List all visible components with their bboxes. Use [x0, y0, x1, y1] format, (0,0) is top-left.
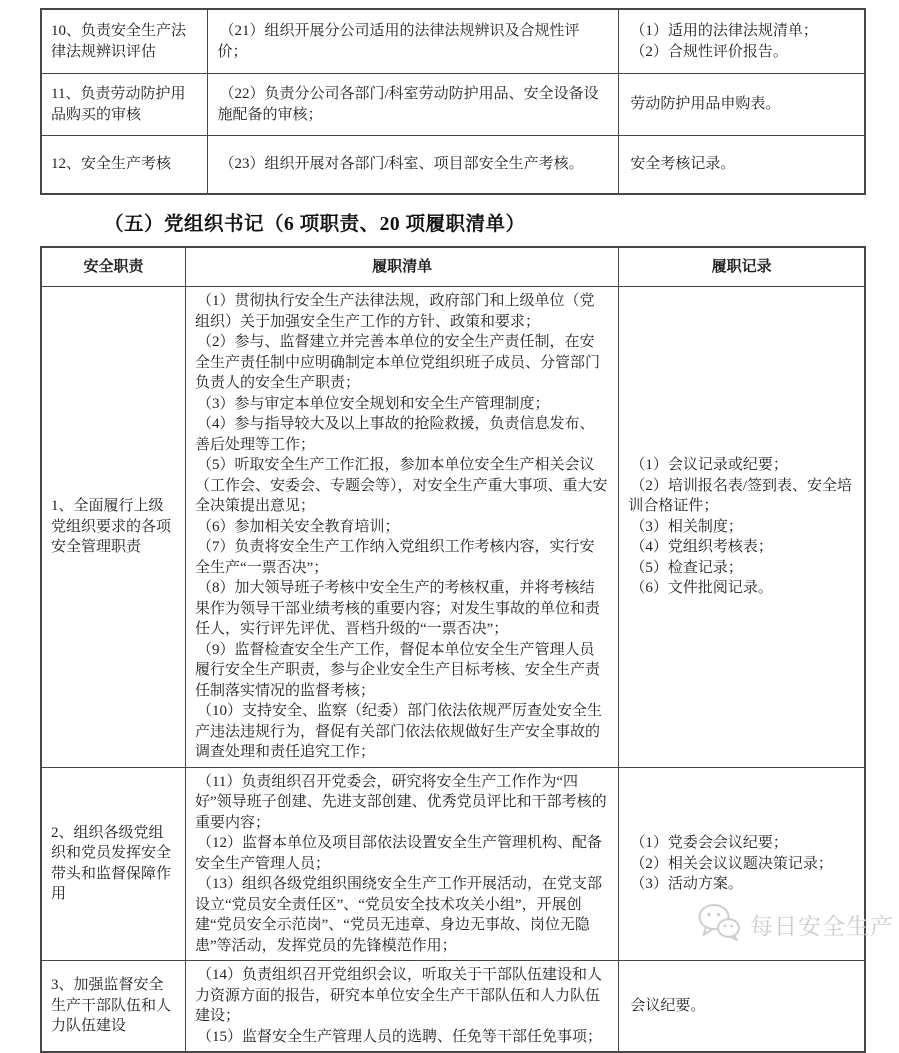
record-item: （1）适用的法律法规清单； [630, 23, 818, 39]
duty-cell: 12、安全生产考核 [41, 136, 208, 195]
record-item: （5）检查记录； [630, 559, 743, 576]
party-secretary-duty-table [40, 246, 866, 1053]
checklist-item: （22）负责分公司各部门/科室劳动防护用品、安全设备设施配备的审核； [217, 86, 599, 123]
records-cell [619, 74, 865, 136]
records-cell [619, 9, 865, 74]
checklist-item: （21）组织开展分公司适用的法律法规辨识及合规性评价； [217, 23, 580, 60]
record-item: 劳动防护用品申购表。 [630, 96, 781, 113]
record-item: （1）党委会会议纪要； [630, 835, 788, 851]
checklist-item: （8）加大领导班子考核中安全生产的考核权重，并将考核结果作为领导干部业绩考核的重要内容；对发生事故的单位和责任人，实行评先评优、晋档升级的“一票否决”； [194, 580, 600, 637]
checklist-item: （15）监督安全生产管理人员的选聘、任免等干部任免事项； [196, 1028, 602, 1045]
checklist-item: （5）听取安全生产工作汇报，参加本单位安全生产相关会议（工作会、安委会、专题会等），对安全生产重大事项、重大安全决策提出意见； [194, 457, 608, 514]
checklist-item: （11）负责组织召开党委会，研究将安全生产工作作为“四好”领导班子创建、先进支部创建、优秀党员评比和干部考核的重要内容； [194, 773, 607, 831]
checklist-item: （2）参与、监督建立并完善本单位的安全生产责任制，在安全生产责任制中应明确制定本单位党组织班子成员、分管部门负责人的安全生产职责； [194, 334, 600, 391]
section-heading: （五）党组织书记（6 项职责、20 项履职清单） [104, 214, 526, 235]
record-item: （3）活动方案。 [630, 876, 743, 892]
record-item: （3）相关制度； [630, 518, 743, 535]
checklist-item: （1）贯彻执行安全生产法律法规，政府部门和上级单位（党组织）关于加强安全生产工作的方针、政策和要求； [194, 293, 595, 330]
record-item: （6）文件批阅记录。 [630, 580, 773, 596]
duty-cell: 2、组织各级党组织和党员发挥安全带头和监督保障作用 [41, 767, 185, 961]
watermark-label: 每日安全生产 [750, 914, 894, 939]
checklist-cell [185, 961, 618, 1053]
header-duty-records: 履职记录 [619, 247, 865, 287]
record-item: （1）会议记录或纪要； [630, 457, 788, 473]
table-row [41, 287, 865, 768]
checklist-item: （23）组织开展对各部门/科室、项目部安全生产考核。 [219, 156, 584, 173]
checklist-item: （12）监督本单位及项目部依法设置安全生产管理机构、配备安全生产管理人员； [194, 835, 602, 872]
checklist-item: （9）监督检查安全生产工作，督促本单位安全生产管理人员履行安全生产职责，参与企业安全生产目标考核、安全生产责任制落实情况的监督考核； [194, 641, 600, 699]
table-row [41, 136, 865, 195]
duty-cell: 1、全面履行上级党组织要求的各项安全管理职责 [41, 287, 185, 768]
checklist-item: （14）负责组织召开党组织会议，听取关于干部队伍建设和人力资源方面的报告，研究本单位安全生产干部队伍和人力队伍建设； [194, 967, 602, 1024]
duty-cell: 11、负责劳动防护用品购买的审核 [41, 74, 208, 136]
checklist-item: （10）支持安全、监察（纪委）部门依法依规严厉查处安全生产违法违规行为，督促有关部门依法依规做好生产安全事故的调查处理和责任追究工作； [194, 703, 602, 760]
duty-cell: 3、加强监督安全生产干部队伍和人力队伍建设 [41, 961, 185, 1053]
record-item: 会议纪要。 [630, 997, 706, 1014]
checklist-cell [185, 287, 618, 768]
header-duty-checklist: 履职清单 [185, 247, 618, 287]
checklist-cell [208, 136, 619, 195]
checklist-cell [208, 9, 619, 74]
checklist-item: （7）负责将安全生产工作纳入党组织工作考核内容，实行安全生产“一票否决”； [194, 539, 595, 576]
checklist-cell [185, 767, 618, 961]
checklist-cell [208, 74, 619, 136]
record-item: （2）相关会议议题决策记录； [630, 855, 833, 872]
checklist-item: （13）组织各级党组织围绕安全生产工作开展活动，在党支部设立“党员安全责任区”、“党员安全技术攻关小组”，开展创建“党员安全示范岗”、“党员无违章、身边无事故、岗位无隐患”等活动，发挥党员的先锋模范作用； [194, 876, 602, 954]
checklist-item: （3）参与审定本单位安全规划和安全生产管理制度； [196, 395, 550, 412]
checklist-item: （6）参加相关安全教育培训； [196, 518, 400, 535]
records-cell [619, 767, 865, 961]
record-item: （2）培训报名表/签到表、安全培训合格证件； [628, 477, 853, 514]
records-cell [619, 961, 865, 1053]
duty-cell: 10、负责安全生产法律法规辨识评估 [41, 9, 208, 74]
record-item: （4）党组织考核表； [630, 539, 773, 555]
record-item: （2）合规性评价报告。 [630, 43, 788, 60]
header-safety-duty: 安全职责 [41, 247, 185, 287]
table-row [41, 961, 865, 1053]
table-row [41, 9, 865, 74]
table-row [41, 74, 865, 136]
top-continuation-table [40, 8, 866, 195]
table-header-row [41, 247, 865, 287]
record-item: 安全考核记录。 [630, 156, 736, 173]
table-row [41, 767, 865, 961]
records-cell [619, 287, 865, 768]
checklist-item: （4）参与指导较大及以上事故的抢险救援，负责信息发布、善后处理等工作； [194, 416, 595, 453]
records-cell [619, 136, 865, 195]
